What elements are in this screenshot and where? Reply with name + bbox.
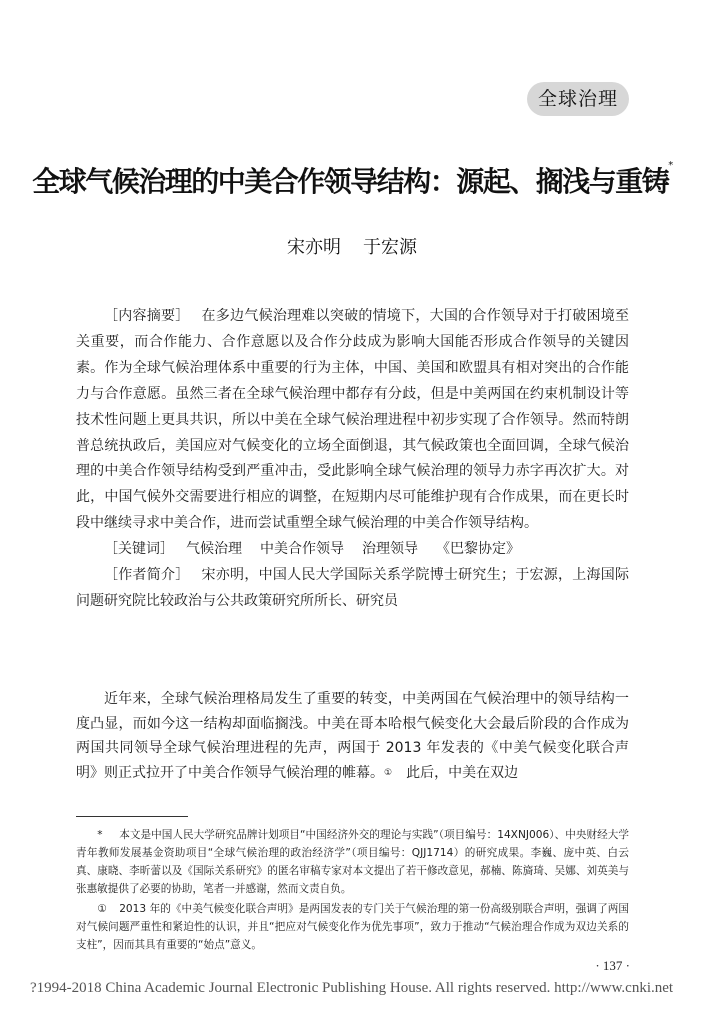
footnote-marker: * (97, 829, 103, 841)
footnotes (76, 826, 629, 956)
footnote-marker: ① (97, 903, 107, 915)
article-title (0, 160, 704, 200)
copyright-watermark: ?1994-2018 China Academic Journal Electronic Publishing House. All rights reserved. http://www.cnki.net (30, 980, 674, 996)
keyword: 中美合作领导 (260, 541, 344, 558)
body-continuation: 此后，中美在双边 (406, 764, 519, 781)
keyword: 气候治理 (186, 541, 242, 558)
author-info-label: ［作者简介］ (104, 567, 190, 584)
author-name: 于宏源 (363, 237, 417, 258)
body-paragraph-text: 近年来，全球气候治理格局发生了重要的转变，中美两国在气候治理中的领导结构一度凸显，而如今这一结构却面临搁浅。中美在哥本哈根气候变化大会最后阶段的合作成为两国共同领导全球气候治理进程的先声，两国于 2013 年发表的《中美气候变化联合声明》则正式拉开了中美合作领导气候治理的帷幕。 (76, 691, 629, 781)
footnote-divider (76, 816, 188, 817)
footnote-item (76, 900, 629, 954)
abstract-block (76, 304, 629, 615)
footnote-ref[interactable]: ① (384, 767, 393, 778)
page-number: · 137 · (595, 958, 630, 973)
author-line (0, 233, 704, 259)
keywords-paragraph (76, 537, 629, 563)
body-paragraph (76, 687, 629, 785)
footnote-item (76, 826, 629, 898)
body-text (76, 687, 629, 785)
article-title-text: 全球气候治理的中美合作领导结构：源起、搁浅与重铸 (32, 165, 669, 198)
abstract-paragraph (76, 304, 629, 537)
author-info-text: 宋亦明，中国人民大学国际关系学院博士研究生；于宏源，上海国际问题研究院比较政治与公共政策研究所所长、研究员 (76, 567, 630, 609)
footnote-text: 2013 年的《中美气候变化联合声明》是两国发表的专门关于气候治理的第一份高级别联合声明，强调了两国对气候问题严重性和紧迫性的认识，并且“把应对气候变化作为优先事项”，致力于推动“气候治理合作成为双边关系的支柱”，因而其具有重要的“始点”意义。 (76, 903, 629, 951)
footnote-text: 本文是中国人民大学研究品牌计划项目“中国经济外交的理论与实践”（项目编号：14XNJ006）、中央财经大学青年教师发展基金资助项目“全球气候治理的政治经济学”（项目编号：QJJ1714）的研究成果。李巍、庞中英、白云真、康晓、李昕蕾以及《国际关系研究》的匿名审稿专家对本文提出了若干修改意见，郝楠、陈旖琦、吴娜、刘英美与张惠敏提供了必要的协助，笔者一并感谢，然而文责自负。 (76, 829, 629, 895)
keywords-label: ［关键词］ (104, 541, 174, 558)
author-name: 宋亦明 (287, 237, 341, 258)
abstract-label: ［内容摘要］ (104, 308, 190, 324)
author-info-paragraph (76, 563, 629, 615)
keyword: 治理领导 (362, 541, 418, 558)
keyword: 《巴黎协定》 (436, 541, 520, 558)
title-footnote-mark: * (668, 160, 672, 171)
section-badge: 全球治理 (527, 82, 629, 116)
abstract-text: 在多边气候治理难以突破的情境下，大国的合作领导对于打破困境至关重要，而合作能力、合作意愿以及合作分歧成为影响大国能否形成合作领导的关键因素。作为全球气候治理体系中重要的行为主体，中国、美国和欧盟具有相对突出的合作能力与合作意愿。虽然三者在全球气候治理中都存有分歧，但是中美两国在约束机制设计等技术性问题上更具共识，所以中美在全球气候治理进程中初步实现了合作领导。然而特朗普总统执政后，美国应对气候变化的立场全面倒退，其气候政策也全面回调，全球气候治理的中美合作领导结构受到严重冲击，受此影响全球气候治理的领导力赤字再次扩大。对此，中国气候外交需要进行相应的调整，在短期内尽可能维护现有合作成果，而在更长时段中继续寻求中美合作，进而尝试重塑全球气候治理的中美合作领导结构。 (76, 308, 630, 532)
